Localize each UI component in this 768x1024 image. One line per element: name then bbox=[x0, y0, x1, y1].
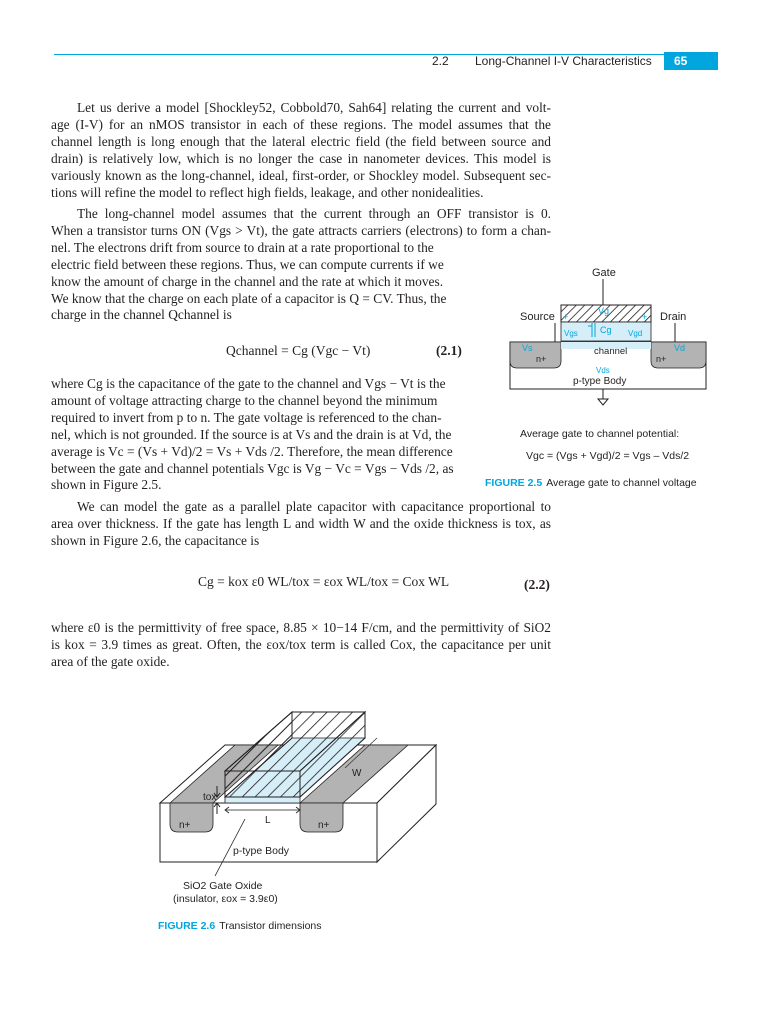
body-label: p-type Body bbox=[573, 376, 627, 387]
text-line: shown in Figure 2.5. bbox=[51, 477, 162, 493]
text-line: age (I-V) for an nMOS transistor in each of these regions. The model assumes that the bbox=[51, 116, 551, 132]
vs-label: Vs bbox=[522, 343, 533, 353]
drain-label: Drain bbox=[660, 311, 687, 323]
tox-label: tox bbox=[203, 792, 217, 803]
gate-label: Gate bbox=[592, 267, 616, 279]
paragraph-4 bbox=[51, 499, 551, 550]
text-line: amount of voltage attracting charge to the channel beyond the minimum bbox=[51, 392, 438, 408]
text-line: We know that the charge on each plate of a capacitor is Q = CV. Thus, the bbox=[51, 290, 447, 306]
equation-2-1-number: (2.1) bbox=[436, 343, 462, 358]
l-label: L bbox=[265, 815, 271, 826]
paragraph-2 bbox=[51, 206, 551, 324]
text-line: nel. The electrons drift from source to drain at a rate proportional to the bbox=[51, 239, 434, 255]
vds-label: Vds bbox=[596, 366, 610, 375]
text-line: shown in Figure 2.6, the capacitance is bbox=[51, 532, 260, 548]
vgs-label: Vgs bbox=[564, 329, 578, 338]
text-line: where ε0 is the permittivity of free space, 8.85 × 10−14 F/cm, and the permittivity of SiO2 bbox=[51, 620, 551, 635]
nplus-right-label: n+ bbox=[656, 354, 667, 364]
text-line: know the amount of charge in the channel and the rate at which it moves. bbox=[51, 273, 444, 289]
vd-label: Vd bbox=[674, 343, 686, 353]
header-section-title: Long-Channel I-V Characteristics bbox=[475, 54, 652, 68]
vgd-label: Vgd bbox=[628, 329, 643, 338]
text-line: channel length is long enough that the lateral electric field (the field between source and bbox=[51, 133, 551, 149]
text-line: variously known as the long-channel, ideal, first-order, or Shockley model. Subsequent sec- bbox=[51, 167, 551, 183]
equation-2-1: Qchannel = Cg (Vgc − Vt) bbox=[226, 343, 371, 358]
text-line: is kox = 3.9 times as great. Often, the εox/tox term is called Cox, the capacitance per unit bbox=[51, 636, 551, 652]
source-label: Source bbox=[520, 311, 555, 323]
nplus-left-label: n+ bbox=[179, 820, 191, 831]
text-line: electric field between these regions. Thus, we can compute currents if we bbox=[51, 256, 444, 272]
oxide-label-line1: SiO2 Gate Oxide bbox=[183, 880, 263, 892]
body-label: p-type Body bbox=[233, 845, 290, 857]
text-line: We can model the gate as a parallel plate capacitor with capacitance proportional to bbox=[77, 499, 551, 514]
w-label: W bbox=[352, 768, 362, 779]
text-line: drain) is relatively low, which is no longer the case in nanometer devices. This model is bbox=[51, 150, 551, 166]
figure-caption-text: Average gate to channel voltage bbox=[546, 477, 697, 489]
text-line: When a transistor turns ON (Vgs > Vt), the gate attracts carriers (electrons) to form a chan- bbox=[51, 222, 551, 238]
nplus-left-front bbox=[170, 803, 213, 832]
gate-front bbox=[225, 771, 300, 797]
text-line: nel, which is not grounded. If the source is at Vs and the drain is at Vd, the bbox=[51, 426, 452, 442]
cg-label: Cg bbox=[600, 325, 612, 335]
text-line: area of the gate oxide. bbox=[51, 653, 170, 669]
text-line: area over thickness. If the gate has length L and width W and the oxide thickness is tox, as bbox=[51, 515, 551, 531]
page-number: 65 bbox=[664, 52, 718, 70]
text-line: required to invert from p to n. The gate voltage is referenced to the chan- bbox=[51, 409, 442, 425]
vg-label: Vg bbox=[598, 306, 610, 316]
avg-potential-title: Average gate to channel potential: bbox=[520, 428, 680, 440]
gate-oxide-front bbox=[225, 797, 300, 803]
text-line: charge in the channel Qchannel is bbox=[51, 307, 232, 323]
avg-potential-formula: Vgc = (Vgs + Vgd)/2 = Vgs – Vds/2 bbox=[526, 450, 690, 462]
figure-label: FIGURE 2.6 bbox=[158, 920, 216, 932]
channel-label: channel bbox=[594, 346, 628, 357]
text-line: Let us derive a model [Shockley52, Cobbold70, Sah64] relating the current and volt- bbox=[77, 100, 551, 115]
figure-2-5-caption bbox=[485, 473, 697, 491]
ground-icon bbox=[598, 399, 608, 405]
paragraph-5 bbox=[51, 620, 551, 671]
text-line: average is Vc = (Vs + Vd)/2 = Vs + Vds /2. Therefore, the mean difference bbox=[51, 443, 453, 459]
figure-label: FIGURE 2.5 bbox=[485, 477, 543, 489]
figure-2-6-caption bbox=[158, 916, 322, 934]
figure-2-5-diagram bbox=[500, 262, 718, 412]
header-section-number: 2.2 bbox=[432, 54, 449, 68]
figure-caption-text: Transistor dimensions bbox=[219, 920, 322, 932]
plus-sign: + bbox=[563, 312, 569, 322]
text-line: tions will refine the model to reflect high fields, leakage, and other nonidealities. bbox=[51, 184, 484, 200]
figure-2-6-diagram bbox=[155, 680, 455, 916]
equation-2-2-number: (2.2) bbox=[524, 577, 550, 592]
text-line: The long-channel model assumes that the current through an OFF transistor is 0. bbox=[77, 206, 551, 221]
oxide-label-line2: (insulator, εox = 3.9ε0) bbox=[173, 893, 278, 905]
equation-2-2: Cg = kox ε0 WL/tox = εox WL/tox = Cox WL bbox=[198, 574, 450, 589]
text-line: between the gate and channel potentials Vgc is Vg − Vc = Vgs − Vds /2, as bbox=[51, 460, 454, 476]
plus-sign: + bbox=[642, 312, 648, 322]
paragraph-3 bbox=[51, 376, 463, 494]
nplus-right-label: n+ bbox=[318, 820, 330, 831]
text-line: where Cg is the capacitance of the gate to the channel and Vgs − Vt is the bbox=[51, 376, 446, 391]
nplus-left-label: n+ bbox=[536, 354, 547, 364]
paragraph-1 bbox=[51, 100, 551, 201]
